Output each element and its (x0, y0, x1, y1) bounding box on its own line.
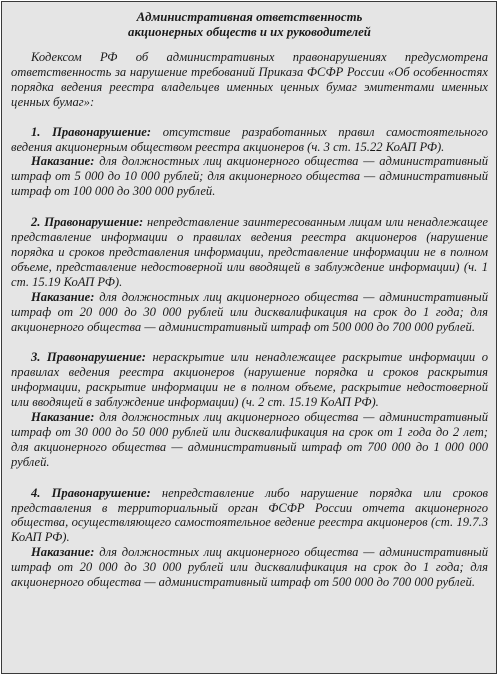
offense-label: 2. Правонарушение: (31, 215, 144, 230)
offense-paragraph (11, 350, 488, 410)
offense-label: 3. Правонарушение: (31, 350, 146, 365)
penalty-label: Наказание: (31, 410, 95, 425)
offense-text: отсутствие разработанных правил самостоятельного ведения акционерным обществом реестра акционеров (ч. 3 ст. 15.22 КоАП РФ). (11, 124, 488, 154)
offense-label: 4. Правонарушение: (31, 485, 151, 500)
document-title (11, 10, 488, 40)
item-1 (11, 125, 488, 200)
penalty-paragraph (11, 545, 488, 590)
penalty-text: для должностных лиц акционерного общества — административный штраф от 30 000 до 50 000 рублей или дисквалификация на срок от 1 года до 2 лет; для акционерного общества — административный штраф от 700 000 до 1 000 000 рублей. (11, 410, 489, 469)
penalty-text: для должностных лиц акционерного общества — административный штраф от 20 000 до 30 000 рублей или дисквалификация на срок до 1 года; для акционерного общества — административный штраф от 500 000 до 700 000 рублей. (11, 545, 489, 590)
penalty-paragraph (11, 154, 488, 199)
document-content (2, 2, 496, 590)
offense-text: нераскрытие или ненадлежащее раскрытие информации о правилах ведения реестра акционеров (нарушение порядка и сроков раскрытия информации, раскрытие информации не в полном объеме, раскрытие недостоверной или вводящей в заблуждение информации) (ч. 2 ст. 15.19 КоАП РФ). (11, 350, 488, 410)
penalty-label: Наказание: (31, 154, 95, 169)
penalty-paragraph (11, 410, 488, 470)
document-box (1, 1, 497, 674)
item-2 (11, 215, 488, 334)
penalty-paragraph (11, 290, 488, 335)
offense-paragraph (11, 486, 488, 546)
title-line-2: акционерных обществ и их руководителей (128, 25, 371, 39)
item-4 (11, 486, 488, 590)
penalty-label: Наказание: (31, 289, 95, 304)
offense-paragraph (11, 125, 488, 155)
offense-label: 1. Правонарушение: (31, 124, 152, 139)
intro-paragraph: Кодексом РФ об административных правонарушениях предусмотрена ответственность за нарушение требований Приказа ФСФР России «Об особенностях порядка ведения реестра владельцев именных ценных бумаг эмитентами именных ценных бумаг»: (11, 50, 488, 109)
offense-paragraph (11, 215, 488, 290)
offense-text: непредставление заинтересованным лицам или ненадлежащее представление информации о правилах ведения реестра акционеров (нарушение порядка и сроков представления информации, представление информации не в полном объеме, представление недостоверной или вводящей в заблуждение информации) (ч. 1 ст. 15.19 КоАП РФ). (11, 215, 488, 289)
penalty-label: Наказание: (31, 545, 95, 560)
offense-text: непредставление либо нарушение порядка или сроков представления в территориальный орган ФСФР России отчета акционерного общества, осуществляющего самостоятельное ведение реестра акционеров (ст. 19.7.3 КоАП РФ). (11, 485, 488, 545)
item-3 (11, 350, 488, 469)
title-line-1: Административная ответственность (136, 10, 363, 24)
penalty-text: для должностных лиц акционерного общества — административный штраф от 20 000 до 30 000 рублей или дисквалификация на срок до 1 года; для акционерного общества — административный штраф от 500 000 до 700 000 рублей. (11, 289, 489, 334)
penalty-text: для должностных лиц акционерного общества — административный штраф от 5 000 до 10 000 рублей; для акционерного общества — административный штраф от 100 000 до 300 000 рублей. (11, 154, 489, 199)
